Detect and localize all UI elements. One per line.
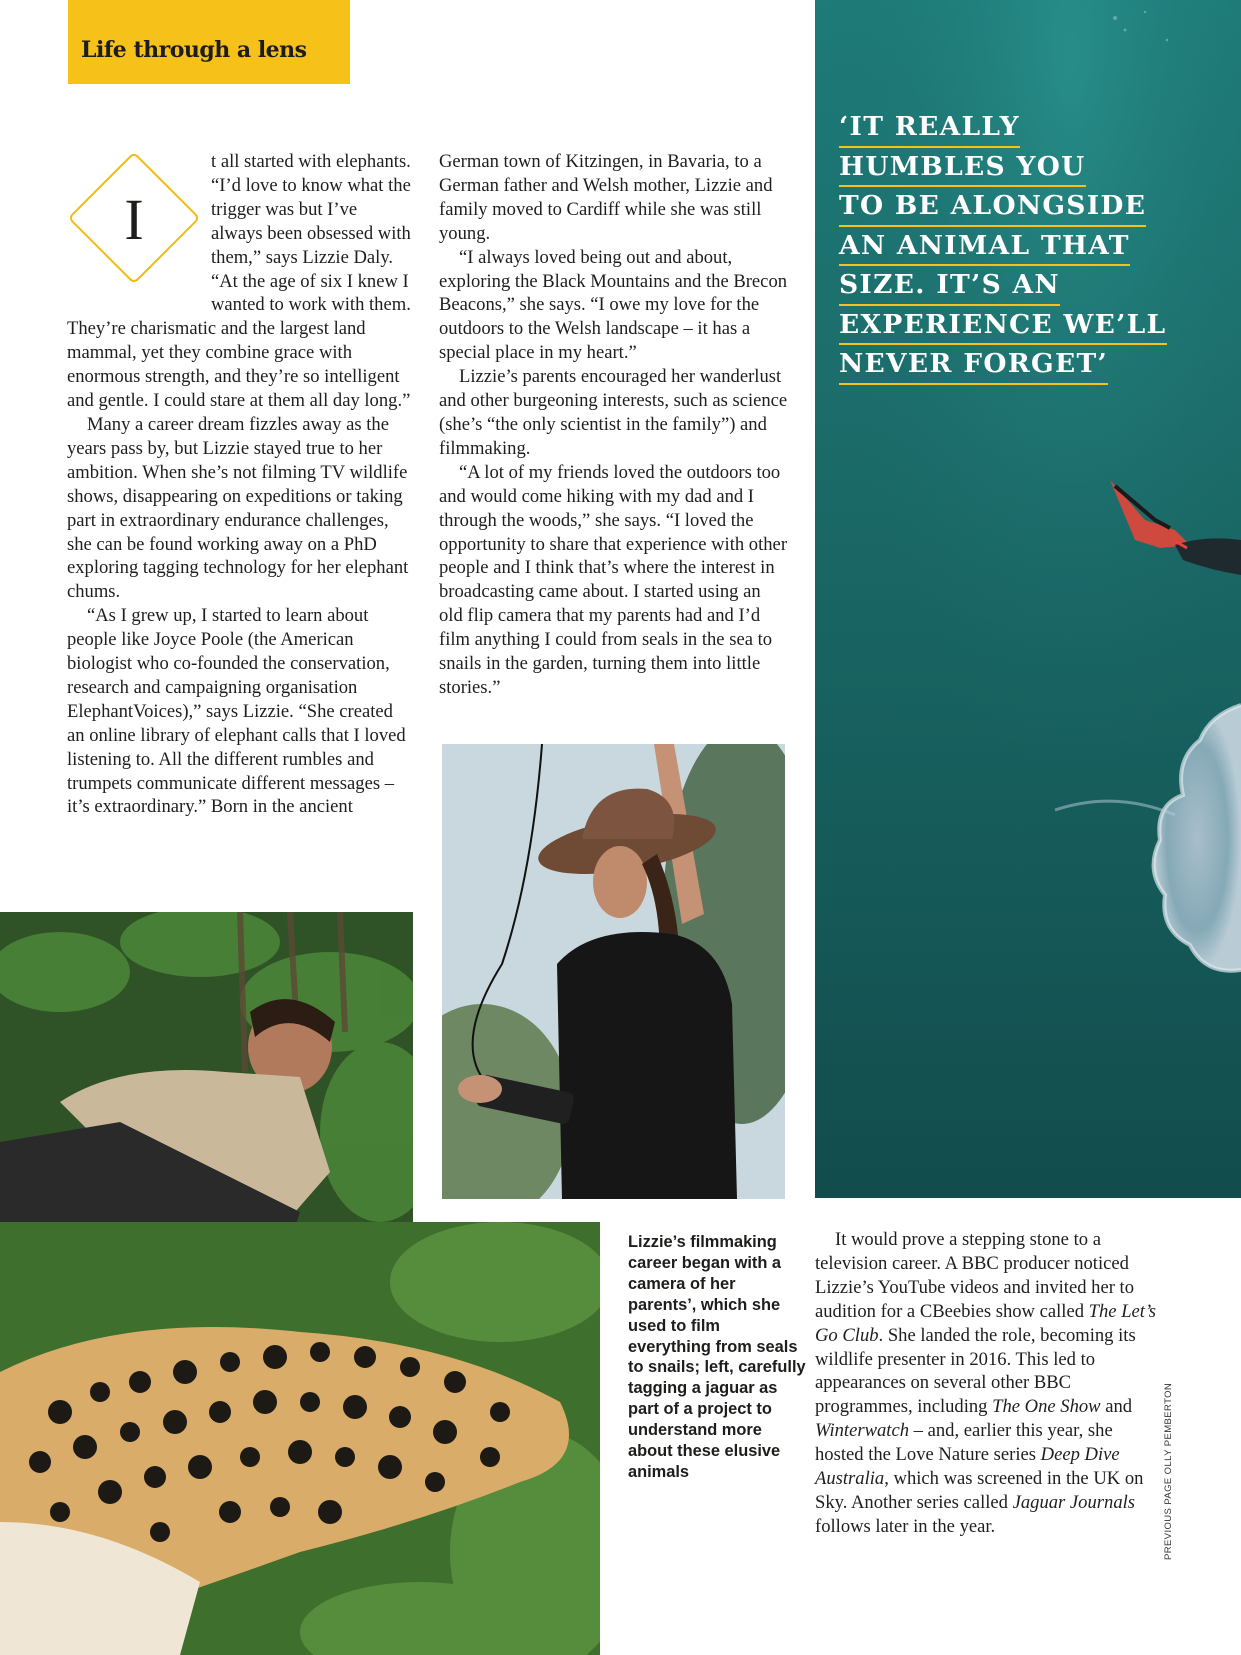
show-title: The Let’s Go Club	[815, 1300, 1157, 1346]
pull-quote-line: TO BE ALONGSIDE	[839, 187, 1146, 227]
woman-with-antenna-illustration	[442, 744, 785, 1199]
show-title: Jaguar Journals	[1012, 1491, 1136, 1513]
underwater-photo	[815, 0, 1241, 1198]
pull-quote-line: NEVER FORGET’	[839, 345, 1108, 385]
pull-quote-line: SIZE. IT’S AN	[839, 266, 1060, 306]
paragraph: “A lot of my friends loved the outdoors too and would come hiking with my dad and I through the woods,” she says. “I loved the opportunity to share that experience with other people and I think that’s where the interest in broadcasting came about. I started using an old flip camera that my parents had and I’d film anything I could from seals in the sea to snails in the garden, turning them into little stories.”	[439, 461, 788, 698]
text-run: – and, earlier this year, she hosted the Love Nature series	[815, 1420, 1113, 1466]
filmmaker-photo	[442, 744, 785, 1199]
pull-quote	[839, 108, 1239, 385]
paragraph: Lizzie’s parents encouraged her wanderlust and other burgeoning interests, such as science (she’s “the only scientist in the family”) and filmmaking.	[439, 366, 788, 459]
show-title: Deep Dive Australia	[815, 1444, 1120, 1490]
section-tag	[68, 0, 350, 84]
section-tag-label: Life through a lens	[81, 37, 307, 63]
show-title: Winterwatch	[815, 1420, 909, 1442]
article-column-2	[439, 150, 789, 700]
pull-quote-line: HUMBLES YOU	[839, 148, 1086, 188]
text-run: It would prove a stepping stone to a television career. A BBC producer noticed Lizzie’s YouTube videos and invited her to audition for a CBeebies show called	[815, 1229, 1134, 1322]
text-run: follows later in the year.	[815, 1515, 996, 1537]
pull-quote-line: AN ANIMAL THAT	[839, 227, 1130, 267]
text-run: . She landed the role, becoming its wildlife presenter in 2016. This led to appearances on several other BBC programmes, including	[815, 1324, 1136, 1418]
text-run: and	[1100, 1396, 1133, 1418]
drop-cap	[65, 150, 205, 295]
paragraph	[815, 1228, 1160, 1539]
text-run: , which was screened in the UK on Sky. Another series called	[815, 1468, 1144, 1513]
pull-quote-line: EXPERIENCE WE’LL	[839, 306, 1167, 346]
paragraph: t all started with elephants. “I’d love to know what the trigger was but I’ve always been obsessed with them,” says Lizzie Daly. “At the age of six I knew I wanted to work with them. They’re charismatic and the largest land mammal, yet they combine grace with enormous strength, and they’re so intelligent and gentle. I could stare at them all day long.”	[67, 151, 411, 412]
article-column-3	[815, 1228, 1160, 1539]
drop-cap-letter: I	[124, 187, 144, 252]
photo-caption: Lizzie’s filmmaking career began with a camera of her parents’, which she used to film everything from seals to snails; left, carefully tagging a jaguar as part of a project to understand more about these elusive animals	[628, 1233, 806, 1481]
article-column-1	[67, 150, 411, 819]
paragraph: “As I grew up, I started to learn about people like Joyce Poole (the American biologist who co-founded the conservation, research and campaigning organisation ElephantVoices),” says Lizzie. “She created an online library of elephant calls that I loved listening to. All the different rumbles and trumpets communicate different messages – it’s extraordinary.” Born in the ancient	[67, 605, 406, 818]
jaguar-photo-lower	[0, 1222, 600, 1655]
pull-quote-line: ‘IT REALLY	[839, 108, 1020, 148]
photo-credit: PREVIOUS PAGE OLLY PEMBERTON	[1163, 1382, 1174, 1560]
show-title: The One Show	[992, 1396, 1101, 1418]
paragraph: German town of Kitzingen, in Bavaria, to a German father and Welsh mother, Lizzie and family moved to Cardiff while she was still young.	[439, 151, 773, 244]
paragraph: “I always loved being out and about, exploring the Black Mountains and the Brecon Beacons,” she says. “I owe my love for the outdoors to the Welsh landscape – it has a special place in my heart.”	[439, 246, 788, 364]
jaguar-illustration	[0, 1222, 600, 1655]
paragraph: Many a career dream fizzles away as the years pass by, but Lizzie stayed true to her ambition. When she’s not filming TV wildlife shows, disappearing on expeditions or taking part in extraordinary endurance challenges, she can be found working away on a PhD exploring tagging technology for her elephant chums.	[67, 413, 409, 603]
